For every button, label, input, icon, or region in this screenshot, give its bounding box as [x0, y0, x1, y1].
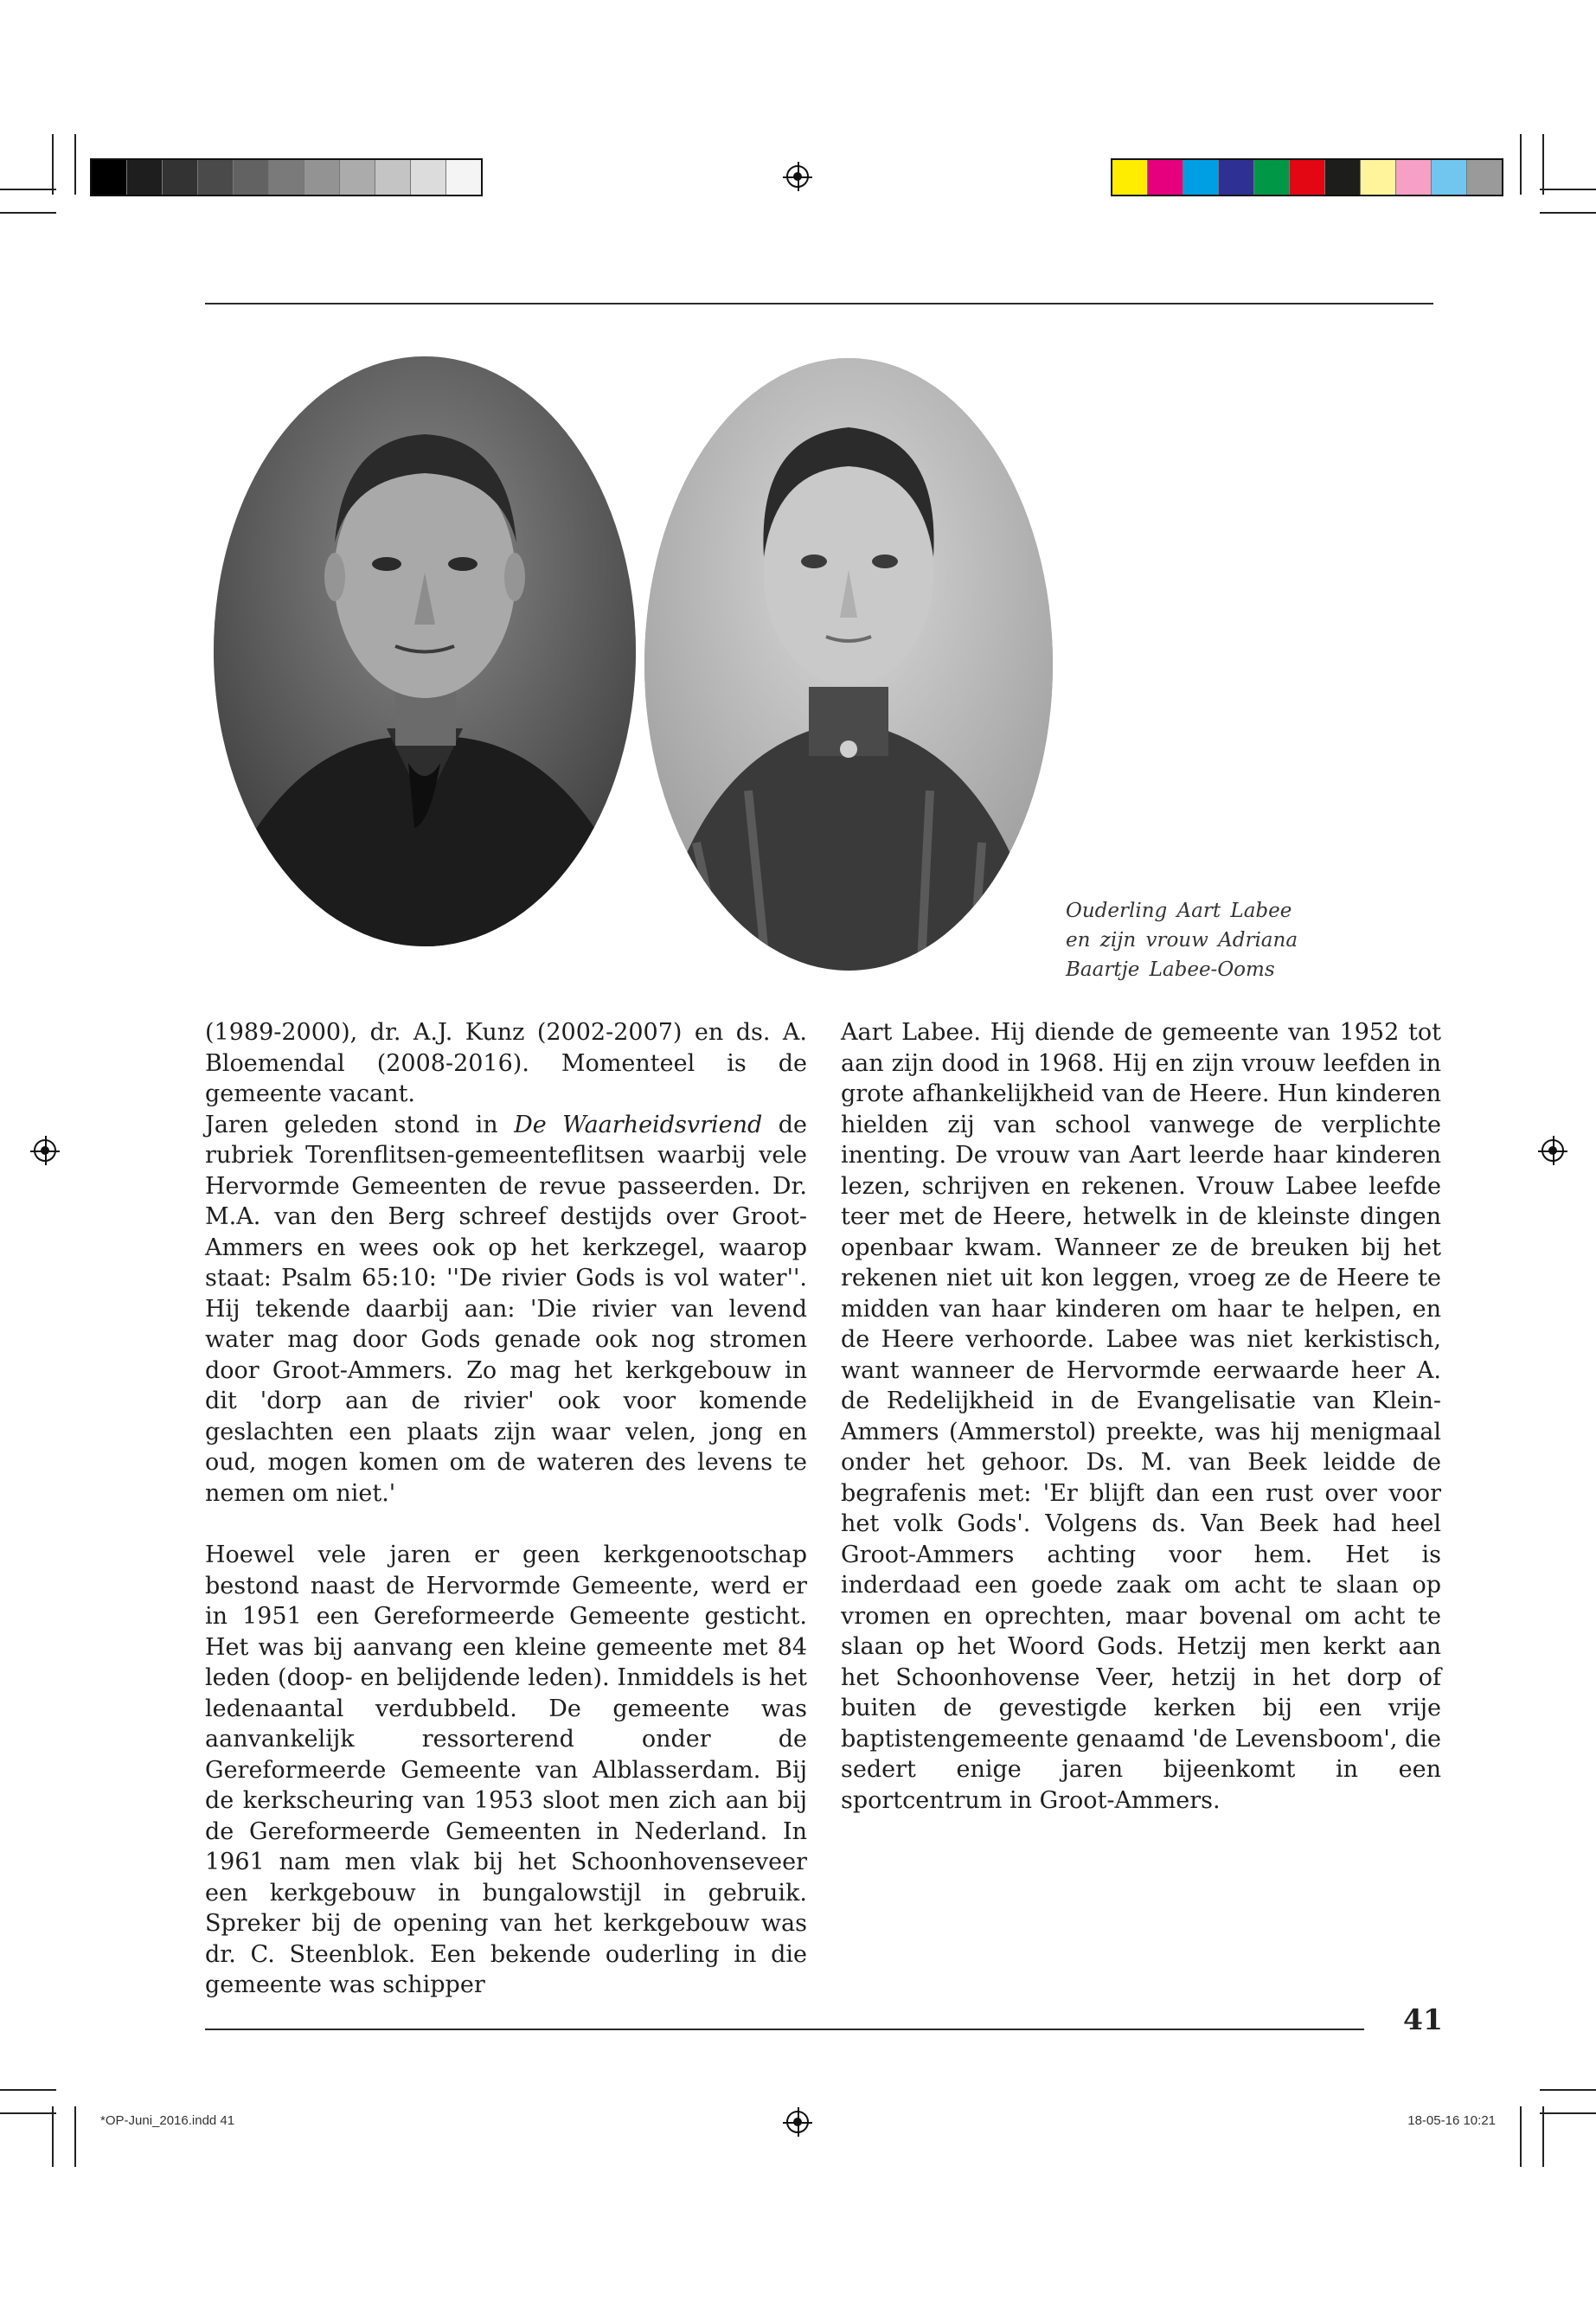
crop-mark: [1520, 2106, 1522, 2167]
color-swatch: [1254, 160, 1290, 195]
gray-calibration-bar: [90, 158, 483, 196]
crop-mark: [0, 2112, 56, 2114]
paragraph-text: de rubriek Torenflitsen-gemeenteflitsen waarbij vele Hervormde Gemeenten de revue passeerden. Dr. M.A. van den Berg schreef destijds over Groot-Ammers en wees ook op het kerkzegel, waarop staat: Psalm 65:10: ''De rivier Gods is vol water''. Hij tekende daarbij aan: 'Die rivier van levend water mag door Gods genade ook nog stromen door Groot-Ammers. Zo mag het kerkgebouw in dit 'dorp aan de rivier' ook voor komende geslachten een plaats zijn waar velen, jong en oud, mogen komen om de wateren des levens te nemen om niet.': [205, 1111, 807, 1507]
text-column-left: [205, 1017, 807, 2001]
portrait-man: [214, 356, 636, 946]
publication-title: De Waarheidsvriend: [514, 1111, 763, 1138]
text-column-right: [841, 1017, 1441, 1816]
crop-mark: [1540, 2089, 1596, 2091]
color-swatch: [446, 160, 481, 195]
color-swatch: [198, 160, 234, 195]
color-swatch: [1325, 160, 1361, 195]
paragraph: (1989-2000), dr. A.J. Kunz (2002-2007) en ds. A. Bloemendal (2008-2016). Momenteel is de gemeente vacant.: [205, 1019, 807, 1107]
caption-line: en zijn vrouw Adriana: [1066, 929, 1298, 952]
crop-mark: [1540, 189, 1596, 190]
color-swatch: [1148, 160, 1183, 195]
color-swatch: [1183, 160, 1219, 195]
color-swatch: [163, 160, 198, 195]
footer-rule: [205, 2029, 1364, 2030]
crop-mark: [1540, 212, 1596, 214]
crop-mark: [1542, 2106, 1544, 2167]
crop-mark: [1520, 134, 1522, 195]
color-swatch: [340, 160, 375, 195]
portrait-woman: [644, 358, 1053, 971]
crop-mark: [74, 134, 76, 195]
crop-mark: [74, 2106, 76, 2167]
crop-mark: [0, 189, 56, 190]
slug-timestamp: 18-05-16 10:21: [1407, 2113, 1496, 2128]
slug-filename: *OP-Juni_2016.indd 41: [100, 2113, 235, 2128]
crop-mark: [52, 2106, 54, 2167]
crop-mark: [0, 2089, 56, 2091]
color-swatch: [127, 160, 163, 195]
color-swatch: [1361, 160, 1396, 195]
color-swatch: [1467, 160, 1502, 195]
color-swatch: [1396, 160, 1432, 195]
color-swatch: [375, 160, 411, 195]
registration-mark-icon: [1542, 1139, 1564, 1162]
color-swatch: [269, 160, 304, 195]
caption-line: Ouderling Aart Labee: [1066, 900, 1292, 922]
paragraph: Aart Labee. Hij diende de gemeente van 1952 tot aan zijn dood in 1968. Hij en zijn vrouw leefden in grote afhankelijkheid van de Heere. Hun kinderen hielden zij van school vanwege de verplichte inenting. De vrouw van Aart leerde haar kinderen lezen, schrijven en rekenen. Vrouw Labee leefde teer met de Heere, hetwelk in de kleinste dingen openbaar kwam. Wanneer ze de breuken bij het rekenen niet uit kon leggen, vroeg ze de Heere te midden van haar kinderen om haar te helpen, en de Heere verhoorde. Labee was niet kerkistisch, want wanneer de Hervormde eerwaarde heer A. de Redelijkheid in de Evangelisatie van Klein-Ammers (Ammerstol) preekte, was hij menigmaal onder het gehoor. Ds. M. van Beek leidde de begrafenis met: 'Er blijft dan een rust over voor het volk Gods'. Volgens ds. Van Beek had heel Groot-Ammers achting voor hem. Het is inderdaad een goede zaak om acht te slaan op vromen en oprechten, maar bovenal om acht te slaan op het Woord Gods. Hetzij men kerkt aan het Schoonhovense Veer, hetzij in het dorp of buiten de gevestigde kerken bij een vrije baptistengemeente genaamd 'de Levensboom', die sedert enige jaren bijeenkomt in een sportcentrum in Groot-Ammers.: [841, 1019, 1441, 1814]
color-swatch: [92, 160, 127, 195]
color-swatch: [1290, 160, 1325, 195]
color-swatch: [1432, 160, 1467, 195]
registration-mark-icon: [34, 1139, 56, 1162]
paragraph: [205, 1110, 807, 1509]
color-swatch: [411, 160, 446, 195]
crop-mark: [1542, 134, 1544, 195]
registration-mark-icon: [786, 165, 809, 188]
header-rule: [205, 303, 1433, 304]
crop-mark: [0, 212, 56, 214]
color-swatch: [1219, 160, 1254, 195]
crop-mark: [52, 134, 54, 195]
color-swatch: [304, 160, 340, 195]
registration-mark-icon: [786, 2111, 809, 2133]
caption-line: Baartje Labee-Ooms: [1066, 958, 1275, 981]
color-swatch: [234, 160, 269, 195]
color-calibration-bar: [1111, 158, 1503, 196]
photo-caption: [1066, 896, 1304, 984]
page-number: 41: [1403, 2003, 1443, 2036]
crop-mark: [1540, 2112, 1596, 2114]
paragraph: Hoewel vele jaren er geen kerkgenootschap bestond naast de Hervormde Gemeente, werd er in 1951 een Gereformeerde Gemeente gesticht. Het was bij aanvang een kleine gemeente met 84 leden (doop- en belijdende leden). Inmiddels is het ledenaantal verdubbeld. De gemeente was aanvankelijk ressorterend onder de Gereformeerde Gemeente van Alblasserdam. Bij de kerkscheuring van 1953 sloot men zich aan bij de Gereformeerde Gemeenten in Nederland. In 1961 nam men vlak bij het Schoonhovenseveer een kerkgebouw in bungalowstijl in gebruik. Spreker bij de opening van het kerkgebouw was dr. C. Steenblok. Een bekende ouderling in die gemeente was schipper: [205, 1541, 807, 1998]
color-swatch: [1112, 160, 1148, 195]
paragraph-text: Jaren geleden stond in: [205, 1111, 515, 1138]
